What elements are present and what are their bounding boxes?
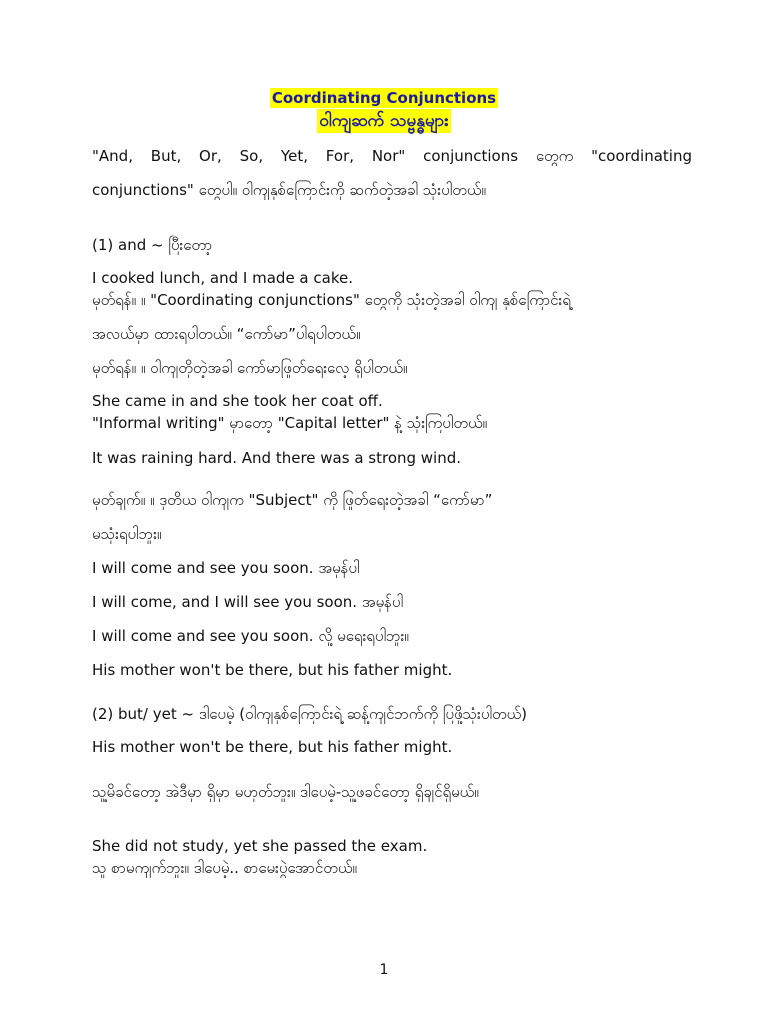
section-heading-but-yet: (2) but/ yet ~ ဒါပေမဲ့ (ဝါကျနှစ်ကြောင်းရဲ့ ဆန့်ကျင်ဘက်ကို ပြဖို့သုံးပါတယ်) <box>92 705 528 723</box>
example-sentence: I will come and see you soon. အမှန်ပါ <box>92 559 360 577</box>
example-sentence: She came in and she took her coat off. <box>92 392 383 410</box>
text-line: "And, But, Or, So, Yet, For, Nor" conjunctions တွေက "coordinating <box>92 147 692 165</box>
page-title: Coordinating Conjunctions <box>271 89 497 107</box>
title-block <box>0 88 768 133</box>
note-line: မှတ်ရန်။ ။ "Coordinating conjunctions" တွေကို သုံးတဲ့အခါ ဝါကျ နှစ်ကြောင်းရဲ့ <box>92 291 571 309</box>
page-number: 1 <box>379 962 389 978</box>
example-sentence: I cooked lunch, and I made a cake. <box>92 269 353 287</box>
example-sentence: It was raining hard. And there was a strong wind. <box>92 449 462 467</box>
text-line: conjunctions" တွေပါ။ ဝါကျနှစ်ကြောင်းကို ဆက်တဲ့အခါ သုံးပါတယ်။ <box>92 181 486 199</box>
note-line: မှတ်ရန်။ ။ ဝါကျတိုတဲ့အခါ ကော်မာဖြုတ်ရေးလေ့ ရှိပါတယ်။ <box>92 359 408 377</box>
translation-line: သူ့မိခင်တော့ အဲဒီမှာ ရှိမှာ မဟုတ်ဘူး။ ဒါပေမဲ့-သူ့ဖခင်တော့ ရှိချင်ရှိမယ်။ <box>92 783 479 801</box>
example-sentence: His mother won't be there, but his father might. <box>92 738 453 756</box>
note-line: အလယ်မှာ ထားရပါတယ်။ “ကော်မာ”ပါရပါတယ်။ <box>92 325 361 343</box>
translation-line: သူ စာမကျက်ဘူး။ ဒါပေမဲ့.. စာမေးပွဲအောင်တယ်။ <box>92 859 357 877</box>
example-sentence: I will come, and I will see you soon. အမှန်ပါ <box>92 593 404 611</box>
note-line: မသုံးရပါဘူး။ <box>92 525 162 543</box>
example-sentence: His mother won't be there, but his father might. <box>92 661 453 679</box>
example-sentence: I will come and see you soon. လို့ မရေးရပါဘူး။ <box>92 627 409 645</box>
section-heading-and: (1) and ~ ပြီးတော့ <box>92 236 213 254</box>
page-subtitle: ဝါကျဆက် သမ္ဗန္ဓများ <box>319 111 449 131</box>
example-sentence: She did not study, yet she passed the exam. <box>92 837 428 855</box>
note-line: "Informal writing" မှာတော့ "Capital letter" နဲ့ သုံးကြပါတယ်။ <box>92 414 488 432</box>
note-line: မှတ်ချက်။ ။ ဒုတိယ ဝါကျက "Subject" ကို ဖြုတ်ရေးတဲ့အခါ “ကော်မာ” <box>92 491 493 509</box>
